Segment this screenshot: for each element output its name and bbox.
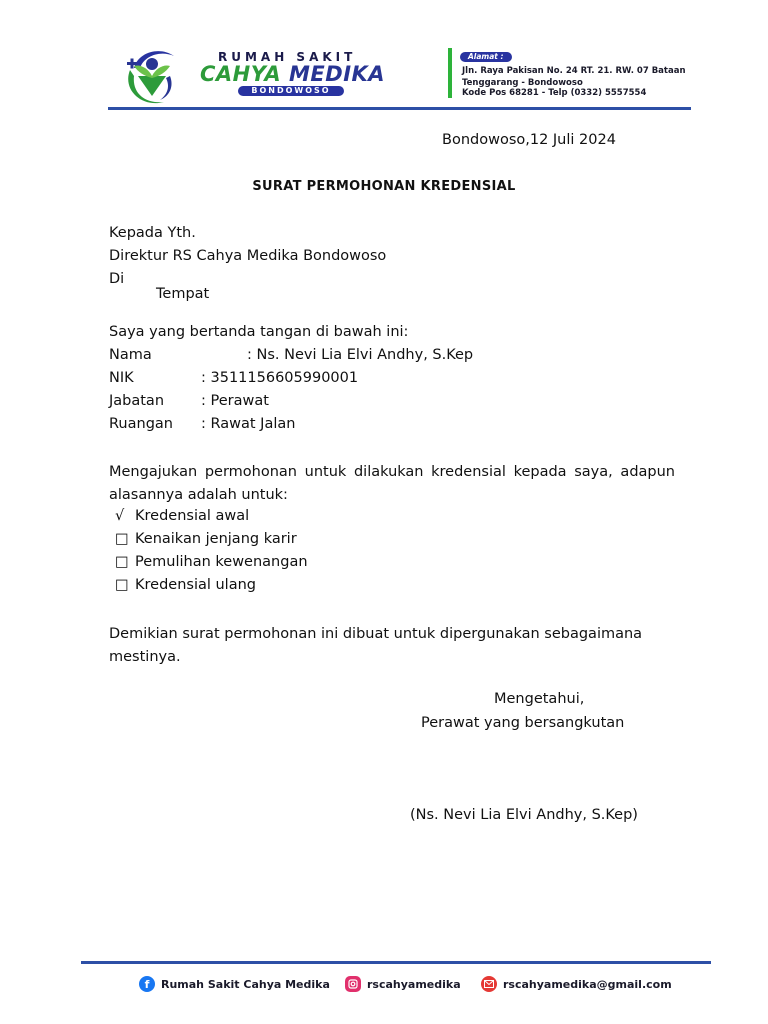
facebook-label: Rumah Sakit Cahya Medika (161, 977, 330, 991)
field-value-nik: : 3511156605990001 (201, 370, 359, 386)
signature-name: (Ns. Nevi Lia Elvi Andhy, S.Kep) (410, 807, 638, 823)
option-label: Kenaikan jenjang karir (135, 531, 297, 547)
email-icon (481, 976, 497, 992)
recipient-line: Tempat (156, 286, 210, 302)
option-item (115, 577, 256, 593)
request-paragraph: Mengajukan permohonan untuk dilakukan kredensial kepada saya, adapun alasannya adalah untuk: (109, 464, 675, 503)
recipient-line: Di (109, 271, 125, 287)
email-label: rscahyamedika@gmail.com (503, 977, 672, 991)
hospital-type-label: RUMAH SAKIT (218, 50, 357, 64)
option-item (115, 554, 308, 570)
field-value-nama: : Ns. Nevi Lia Elvi Andhy, S.Kep (247, 347, 474, 363)
signature-line: Perawat yang bersangkutan (421, 715, 625, 731)
footer-email (481, 976, 672, 992)
field-label-nama: Nama (109, 347, 152, 363)
option-label: Pemulihan kewenangan (135, 554, 308, 570)
option-label: Kredensial ulang (135, 577, 256, 593)
field-label-jabatan: Jabatan (109, 393, 165, 409)
hospital-name (200, 62, 385, 86)
hospital-name-part2: MEDIKA (289, 62, 386, 86)
checkbox-icon: □ (115, 554, 129, 570)
facebook-icon: f (139, 976, 155, 992)
letter-date: Bondowoso,12 Juli 2024 (442, 132, 616, 148)
address-line: Kode Pos 68281 - Telp (0332) 5557554 (462, 88, 647, 98)
header-separator (448, 48, 452, 98)
recipient-line: Direktur RS Cahya Medika Bondowoso (109, 248, 387, 264)
hospital-name-part1: CAHYA (200, 62, 282, 86)
option-item (115, 531, 297, 547)
checkbox-icon: □ (115, 531, 129, 547)
field-value-jabatan: : Perawat (201, 393, 269, 409)
closing-paragraph: Demikian surat permohonan ini dibuat untuk dipergunakan sebagaimana mestinya. (109, 626, 643, 665)
field-value-ruangan: : Rawat Jalan (201, 416, 296, 432)
field-label-nik: NIK (109, 370, 134, 386)
city-badge: BONDOWOSO (238, 86, 344, 96)
instagram-icon (345, 976, 361, 992)
letter-title: SURAT PERMOHONAN KREDENSIAL (252, 179, 516, 194)
instagram-label: rscahyamedika (367, 977, 461, 991)
address-tag: Alamat : (460, 52, 512, 62)
checkbox-icon: □ (115, 577, 129, 593)
address-line: Jln. Raya Pakisan No. 24 RT. 21. RW. 07 Bataan (462, 66, 686, 76)
address-line: Tenggarang - Bondowoso (462, 78, 583, 88)
option-label: Kredensial awal (135, 508, 250, 524)
field-label-ruangan: Ruangan (109, 416, 173, 432)
letterhead (108, 30, 692, 110)
option-item (115, 508, 249, 524)
checkmark-icon: √ (115, 508, 125, 524)
footer-rule (81, 961, 711, 964)
hospital-logo (116, 40, 188, 110)
recipient-line: Kepada Yth. (109, 225, 196, 241)
signature-line: Mengetahui, (494, 691, 585, 707)
intro-text: Saya yang bertanda tangan di bawah ini: (109, 324, 409, 340)
header-rule (108, 107, 691, 110)
footer-instagram (345, 976, 461, 992)
footer-facebook (139, 976, 330, 992)
